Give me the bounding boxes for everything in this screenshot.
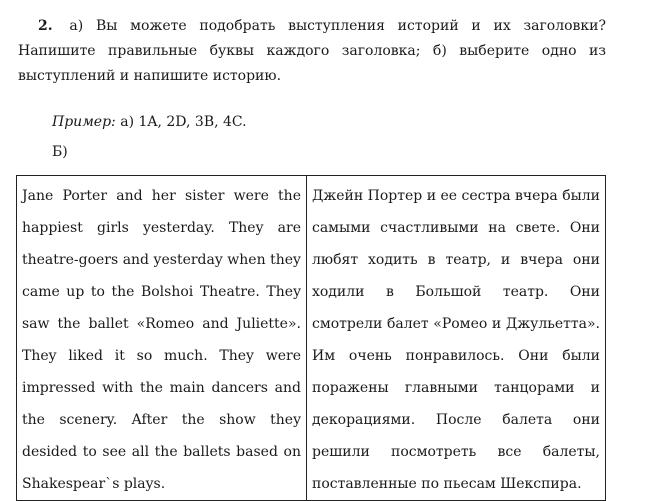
example-line <box>52 110 612 135</box>
task-instruction <box>18 14 606 89</box>
part-b-label: Б) <box>52 144 68 160</box>
task-text: а) Вы можете подобрать выступления историй и их заголовки? Напишите правильные буквы каждого заголовка; б) выберите одно из выступлений и напишите историю. <box>18 18 607 84</box>
story-row <box>17 176 606 501</box>
story-table <box>16 175 606 501</box>
story-russian-cell: Джейн Портер и ее сестра вчера были самыми счастливыми на свете. Они любят ходить в театр, и вчера они ходили в Большой театр. Они смотрели балет «Ромео и Джульетта». Им очень понравилось. Они были поражены главными танцорами и декорациями. После балета они решили посмотреть все балеты, поставленные по пьесам Шекспира. <box>306 176 605 501</box>
example-label: Пример: <box>52 114 116 130</box>
task-number: 2. <box>38 18 53 34</box>
story-english-cell: Jane Porter and her sister were the happiest girls yesterday. They are theatre-goers and yesterday when they came up to the Bolshoi Theatre. They saw the ballet «Romeo and Juliette». They liked it so much. They were impressed with the main dancers and the scenery. After the show they desided to see all the ballets based on Shakespear`s plays. <box>17 176 307 501</box>
example-text: а) 1A, 2D, 3B, 4C. <box>120 114 247 130</box>
